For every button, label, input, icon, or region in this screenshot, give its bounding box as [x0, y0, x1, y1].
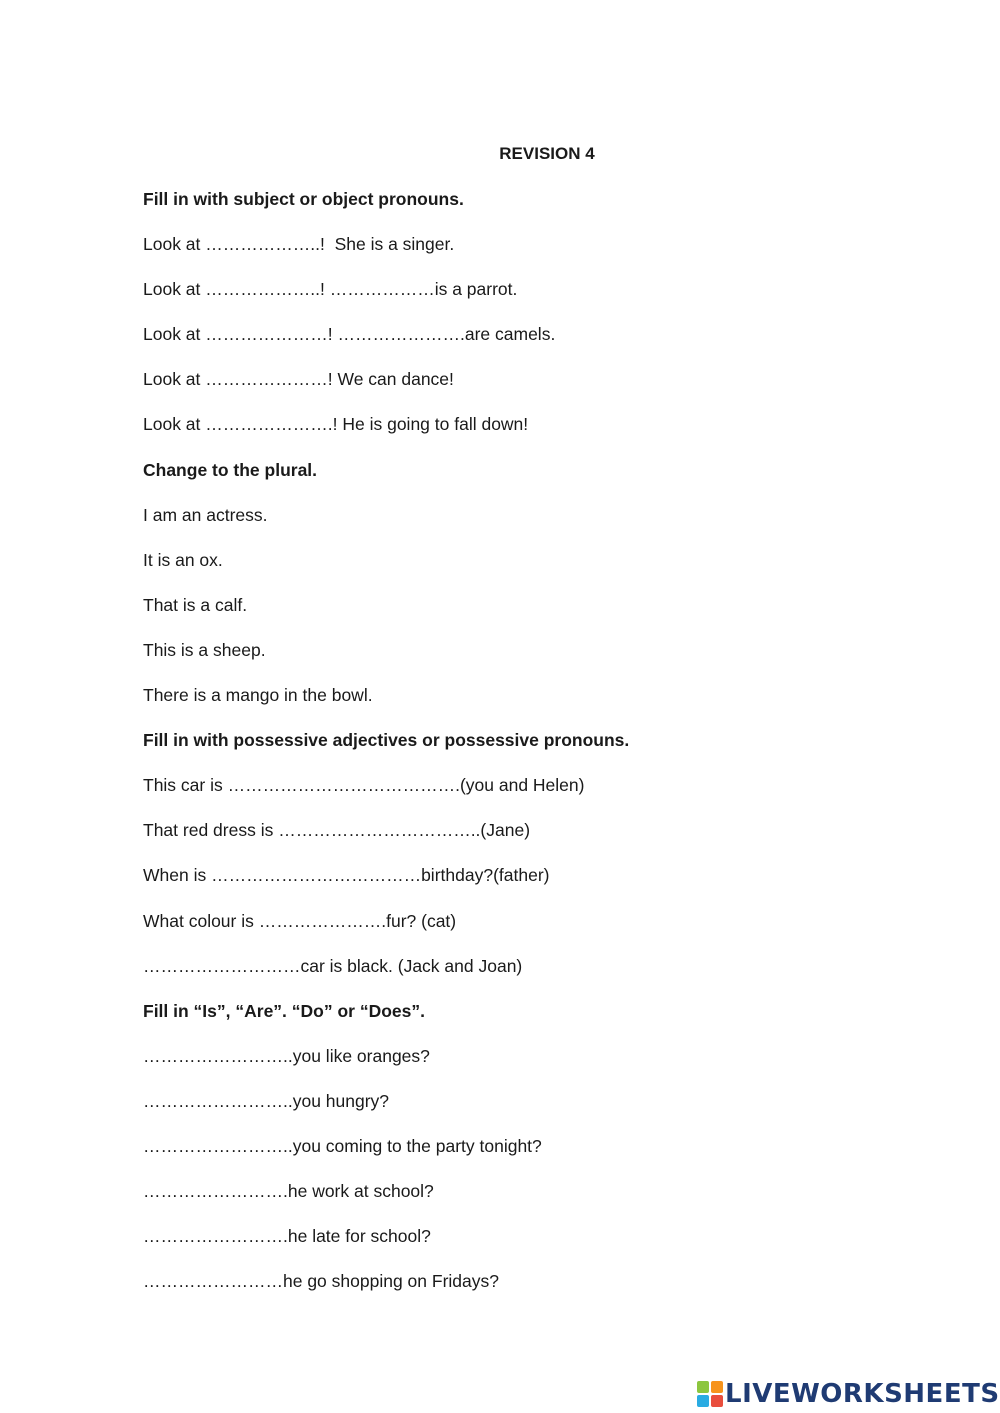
- exercise-line: That is a calf.: [143, 594, 248, 615]
- page-title: REVISION 4: [499, 144, 595, 163]
- exercise-line: Look at ………………..! She is a singer.: [143, 234, 455, 255]
- exercise-line: What colour is ………………….fur? (cat): [143, 910, 457, 931]
- exercise-line: This is a sheep.: [143, 639, 266, 660]
- exercise-line: I am an actress.: [143, 504, 268, 525]
- exercise-line: ………………………car is black. (Jack and Joan): [143, 955, 523, 976]
- exercise-line: That red dress is ……………………………..(Jane): [143, 820, 531, 841]
- liveworksheets-logo: [697, 1377, 1000, 1411]
- exercise-line: It is an ox.: [143, 549, 223, 570]
- exercise-line: Look at …………………! We can dance!: [143, 369, 454, 390]
- exercise-line: ……………………he go shopping on Fridays?: [143, 1271, 499, 1292]
- section-subject-object-pronouns: [143, 188, 943, 459]
- logo-mark-icon: [697, 1381, 723, 1407]
- section-heading: Fill in with possessive adjectives or possessive pronouns.: [143, 730, 630, 751]
- logo-mark-orange: [711, 1381, 723, 1393]
- exercise-line: ……………………..you coming to the party tonight?: [143, 1135, 542, 1156]
- exercise-line: Look at ………………….! He is going to fall down!: [143, 414, 529, 435]
- exercise-line: When is ………………………………birthday?(father): [143, 865, 550, 886]
- section-heading: Change to the plural.: [143, 459, 318, 480]
- logo-text: LIVEWORKSHEETS: [725, 1379, 1000, 1409]
- exercise-line: ……………………..you like oranges?: [143, 1045, 430, 1066]
- exercise-line: This car is ………………………………….(you and Helen): [143, 775, 585, 796]
- exercise-line: Look at …………………! ………………….are camels.: [143, 324, 556, 345]
- section-possessives: [143, 729, 943, 1000]
- exercise-line: There is a mango in the bowl.: [143, 685, 373, 706]
- logo-mark-blue: [697, 1395, 709, 1407]
- section-heading: Fill in “Is”, “Are”. “Do” or “Does”.: [143, 1000, 425, 1021]
- logo-mark-green: [697, 1381, 709, 1393]
- section-heading: Fill in with subject or object pronouns.: [143, 189, 464, 209]
- exercise-line: Look at ………………..! ………………is a parrot.: [143, 279, 518, 300]
- exercise-line: …………………….he work at school?: [143, 1181, 434, 1202]
- logo-mark-red: [711, 1395, 723, 1407]
- section-is-are-do-does: [143, 1000, 943, 1316]
- section-plural: [143, 459, 943, 730]
- worksheet-content: [143, 188, 943, 1315]
- exercise-line: ……………………..you hungry?: [143, 1090, 390, 1111]
- exercise-line: …………………….he late for school?: [143, 1226, 431, 1247]
